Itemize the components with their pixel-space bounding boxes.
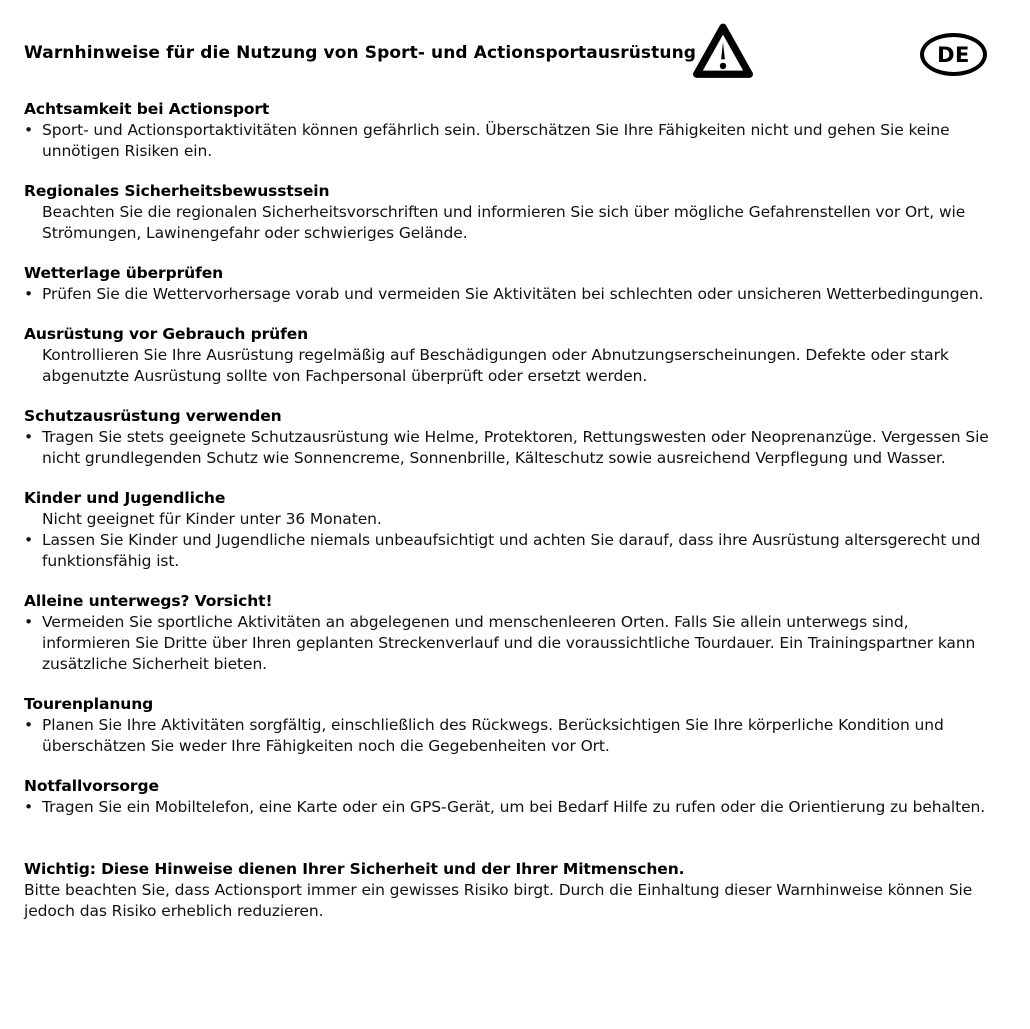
- section-heading: Alleine unterwegs? Vorsicht!: [24, 592, 273, 610]
- section-heading: Achtsamkeit bei Actionsport: [24, 100, 270, 118]
- section-heading: Kinder und Jugendliche: [24, 489, 226, 507]
- warning-item-text: Kontrollieren Sie Ihre Ausrüstung regelmäßig auf Beschädigungen oder Abnutzungserscheinungen. Defekte oder stark abgenutzte Ausrüstung sollte von Fachpersonal überprüft oder ersetzt werden.: [42, 346, 949, 385]
- warning-item-text: Tragen Sie ein Mobiltelefon, eine Karte oder ein GPS-Gerät, um bei Bedarf Hilfe zu rufen oder die Orientierung zu behalten.: [42, 798, 986, 816]
- section-heading: Wetterlage überprüfen: [24, 264, 224, 282]
- section-heading: Tourenplanung: [24, 695, 154, 713]
- section-heading: Notfallvorsorge: [24, 777, 159, 795]
- warning-item: [24, 427, 998, 469]
- bullet-marker: •: [24, 798, 34, 816]
- warning-sections-container: [0, 97, 1030, 818]
- warning-triangle-icon: [692, 21, 754, 83]
- warning-item-text: Prüfen Sie die Wettervorhersage vorab und vermeiden Sie Aktivitäten bei schlechten oder unsicheren Wetterbedingungen.: [42, 285, 984, 303]
- section-heading: Regionales Sicherheitsbewusstsein: [24, 182, 330, 200]
- warning-item: [24, 284, 998, 305]
- warning-item: [24, 120, 998, 162]
- section-items: [24, 715, 998, 757]
- warning-item: [24, 202, 998, 244]
- bullet-marker: •: [24, 121, 34, 139]
- warning-item: [24, 345, 998, 387]
- warning-item: [24, 715, 998, 757]
- section-items: [24, 427, 998, 469]
- warning-section: [24, 694, 998, 757]
- bullet-marker: •: [24, 716, 34, 734]
- warning-item-text: Sport- und Actionsportaktivitäten können gefährlich sein. Überschätzen Sie Ihre Fähigkeiten nicht und gehen Sie keine unnötigen Risiken ein.: [42, 121, 950, 160]
- language-badge: [920, 33, 987, 76]
- bullet-marker: •: [24, 285, 34, 303]
- warning-section: [24, 591, 998, 675]
- bullet-marker: •: [24, 613, 34, 631]
- section-heading: Schutzausrüstung verwenden: [24, 407, 282, 425]
- warning-item-text: Beachten Sie die regionalen Sicherheitsvorschriften und informieren Sie sich über mögliche Gefahrenstellen vor Ort, wie Strömungen, Lawinengefahr oder schwieriges Gelände.: [42, 203, 966, 242]
- section-items: [24, 120, 998, 162]
- section-items: [24, 284, 998, 305]
- footer-important-heading: Wichtig: Diese Hinweise dienen Ihrer Sicherheit und der Ihrer Mitmenschen.: [24, 860, 685, 878]
- section-items: [24, 612, 998, 675]
- warning-item: [24, 509, 998, 530]
- warning-section: [24, 181, 998, 244]
- warning-item-text: Lassen Sie Kinder und Jugendliche niemals unbeaufsichtigt und achten Sie darauf, dass ihre Ausrüstung altersgerecht und funktionsfähig ist.: [42, 531, 981, 570]
- document-header: [0, 0, 1030, 97]
- warning-item: [24, 612, 998, 675]
- warning-item-text: Tragen Sie stets geeignete Schutzausrüstung wie Helme, Protektoren, Rettungswesten oder Neoprenanzüge. Vergessen Sie nicht grundlegenden Schutz wie Sonnencreme, Sonnenbrille, Kälteschutz sowie ausreichend Verpflegung und Wasser.: [42, 428, 989, 467]
- warning-item-text: Nicht geeignet für Kinder unter 36 Monaten.: [42, 510, 382, 528]
- warning-section: [24, 406, 998, 469]
- warning-section: [24, 776, 998, 818]
- warning-section: [24, 488, 998, 572]
- section-items: [24, 202, 998, 244]
- section-items: [24, 345, 998, 387]
- warning-section: [24, 324, 998, 387]
- warning-item-text: Planen Sie Ihre Aktivitäten sorgfältig, einschließlich des Rückwegs. Berücksichtigen Sie Ihre körperliche Kondition und überschätzen Sie weder Ihre Fähigkeiten noch die Gegebenheiten vor Ort.: [42, 716, 944, 755]
- section-items: [24, 509, 998, 572]
- bullet-marker: •: [24, 428, 34, 446]
- language-badge-label: DE: [937, 42, 970, 67]
- section-heading: Ausrüstung vor Gebrauch prüfen: [24, 325, 309, 343]
- page-title: Warnhinweise für die Nutzung von Sport- und Actionsportausrüstung: [24, 43, 697, 63]
- warning-item: [24, 797, 998, 818]
- footer-note-text: Bitte beachten Sie, dass Actionsport immer ein gewisses Risiko birgt. Durch die Einhaltung dieser Warnhinweise können Sie jedoch das Risiko erheblich reduzieren.: [24, 881, 973, 920]
- warning-section: [24, 263, 998, 305]
- section-items: [24, 797, 998, 818]
- warning-item: [24, 530, 998, 572]
- document-footer: [0, 837, 1030, 922]
- bullet-marker: •: [24, 531, 34, 549]
- warning-section: [24, 99, 998, 162]
- warning-item-text: Vermeiden Sie sportliche Aktivitäten an abgelegenen und menschenleeren Orten. Falls Sie allein unterwegs sind, informieren Sie Dritte über Ihren geplanten Streckenverlauf und die voraussichtliche Tourdauer. Ein Trainingspartner kann zusätzliche Sicherheit bieten.: [42, 613, 976, 673]
